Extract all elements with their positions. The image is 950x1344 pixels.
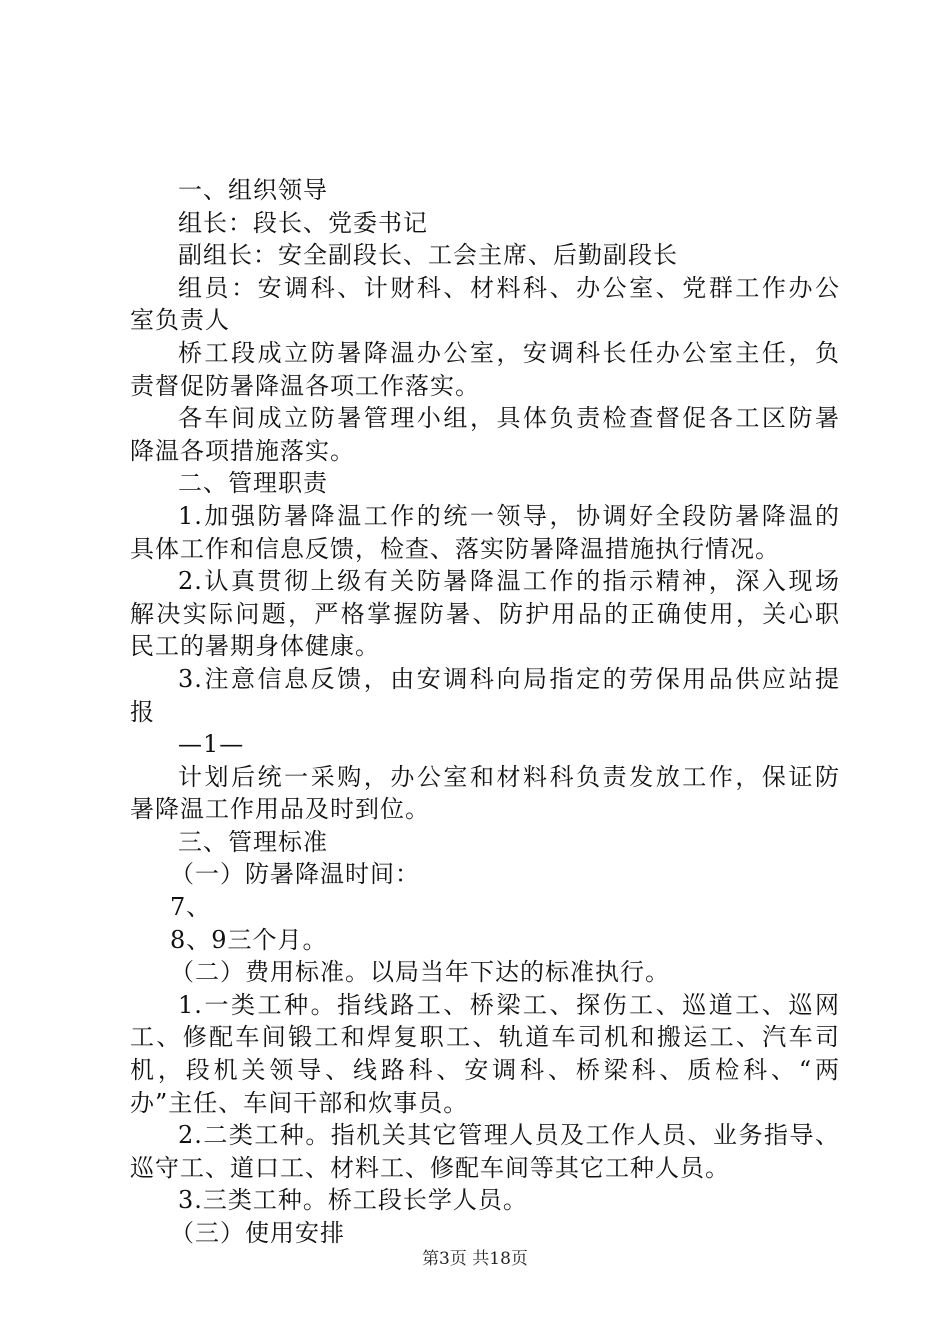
section-heading: 一、组织领导: [178, 176, 328, 204]
paragraph-line: 3.注意信息反馈，由安调科向局指定的劳保用品供应站提: [178, 664, 840, 693]
section-heading: 三、管理标准: [178, 827, 328, 856]
paragraph-line: 巡守工、道口工、材料工、修配车间等其它工种人员。: [130, 1153, 730, 1182]
paragraph-line: 工、修配车间锻工和焊复职工、轨道车司机和搬运工、汽车司: [130, 1023, 840, 1052]
page-footer: 第3页 共18页: [422, 1249, 528, 1269]
paragraph-line: 8、9三个月。: [170, 925, 328, 954]
paragraph-line: 副组长：安全副段长、工会主席、后勤副段长: [178, 241, 678, 270]
paragraph-line: 3.三类工种。桥工段长学人员。: [178, 1186, 528, 1215]
paragraph-line: 7、: [170, 893, 212, 922]
section-heading: 二、管理职责: [178, 469, 328, 498]
paragraph-line: 民工的暑期身体健康。: [130, 632, 380, 661]
inline-page-number: —1—: [178, 730, 245, 759]
paragraph-line: 组员：安调科、计财科、材料科、办公室、党群工作办公: [178, 273, 840, 302]
paragraph-line: 室负责人: [130, 306, 230, 335]
paragraph-line: 责督促防暑降温各项工作落实。: [130, 371, 480, 400]
paragraph-line: 1.加强防暑降温工作的统一领导，协调好全段防暑降温的: [178, 501, 840, 530]
paragraph-line: 降温各项措施落实。: [130, 436, 355, 465]
paragraph-line: 暑降温工作用品及时到位。: [130, 795, 430, 824]
paragraph-line: 办”主任、车间干部和炊事员。: [130, 1088, 469, 1117]
subsection-heading: （二）费用标准。以局当年下达的标准执行。: [170, 958, 670, 987]
paragraph-line: 2.二类工种。指机关其它管理人员及工作人员、业务指导、: [178, 1121, 840, 1150]
subsection-heading: （一）防暑降温时间：: [170, 860, 420, 889]
paragraph-line: 具体工作和信息反馈，检查、落实防暑降温措施执行情况。: [130, 534, 780, 563]
paragraph-line: 组长：段长、党委书记: [178, 208, 428, 237]
paragraph-line: 桥工段成立防暑降温办公室，安调科长任办公室主任，负: [178, 338, 840, 367]
subsection-heading: （三）使用安排: [170, 1219, 345, 1247]
paragraph-line: 计划后统一采购，办公室和材料科负责发放工作，保证防: [178, 762, 840, 791]
document-body: [130, 174, 840, 1250]
paragraph-line: 解决实际问题，严格掌握防暑、防护用品的正确使用，关心职: [130, 599, 840, 628]
paragraph-line: 各车间成立防暑管理小组，具体负责检查督促各工区防暑: [178, 404, 840, 433]
paragraph-line: 1.一类工种。指线路工、桥梁工、探伤工、巡道工、巡网: [178, 990, 840, 1019]
paragraph-line: 报: [130, 697, 155, 726]
paragraph-line: 机，段机关领导、线路科、安调科、桥梁科、质检科、“两: [130, 1056, 840, 1085]
paragraph-line: 2.认真贯彻上级有关防暑降温工作的指示精神，深入现场: [178, 567, 840, 596]
